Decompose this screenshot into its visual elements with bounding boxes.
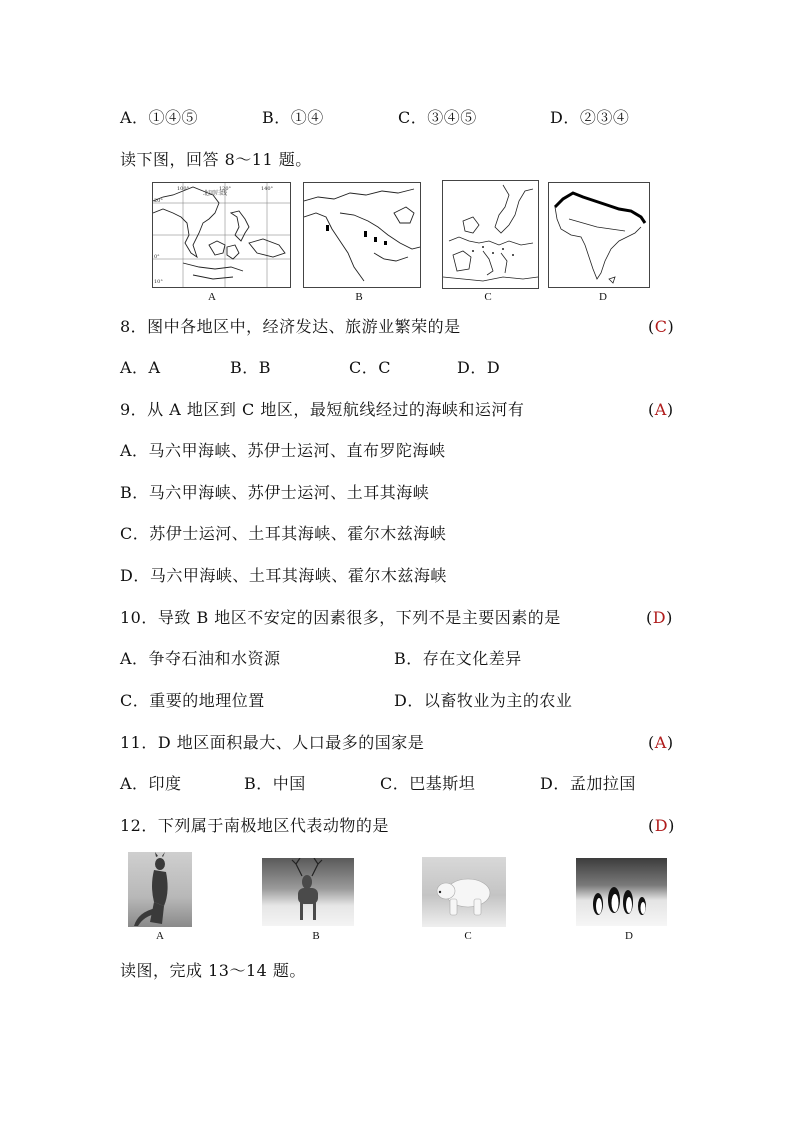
q8-option-d: D．D <box>457 358 501 377</box>
q9-option-c: C．苏伊士运河、土耳其海峡、霍尔木兹海峡 <box>120 524 447 543</box>
q12-answer: (D) <box>648 816 675 835</box>
svg-text:120°: 120° <box>219 186 232 192</box>
intro-13-14: 读图，完成 13～14 题。 <box>120 961 306 980</box>
q10-option-c: C．重要的地理位置 <box>120 691 265 710</box>
q8-answer: (C) <box>648 317 675 336</box>
polar-bear-icon <box>422 857 506 927</box>
map-b-caption: B <box>355 291 363 303</box>
map-a-graphic <box>153 183 290 287</box>
q8-option-a: A．A <box>120 358 161 377</box>
map-a-label: 北回归线 <box>203 190 228 197</box>
map-d-graphic <box>549 183 649 287</box>
q10-option-b: B．存在文化差异 <box>394 649 522 668</box>
map-a-caption: A <box>208 291 216 303</box>
q11-option-a: A．印度 <box>120 774 182 793</box>
q9-stem: 9．从 A 地区到 C 地区，最短航线经过的海峡和运河有 <box>120 400 525 419</box>
q7-option-a: A．①④⑤ <box>120 108 199 127</box>
q12-caption-c: C <box>464 930 472 942</box>
kangaroo-icon <box>128 852 192 927</box>
q10-option-a: A．争夺石油和水资源 <box>120 649 281 668</box>
svg-text:100°: 100° <box>177 186 190 192</box>
q8-stem: 8．图中各地区中，经济发达、旅游业繁荣的是 <box>120 317 461 336</box>
map-a-southeast-asia <box>152 182 291 288</box>
q11-answer: (A) <box>648 733 674 752</box>
q12-stem: 12．下列属于南极地区代表动物的是 <box>120 816 389 835</box>
q11-option-b: B．中国 <box>244 774 306 793</box>
deer-photo <box>262 858 354 926</box>
q9-answer: (A) <box>648 400 674 419</box>
penguin-icon <box>576 858 667 926</box>
q10-answer: (D) <box>646 608 673 627</box>
kangaroo-photo <box>128 852 192 927</box>
svg-text:20°: 20° <box>154 198 163 204</box>
q10-option-d: D．以畜牧业为主的农业 <box>394 691 573 710</box>
q7-option-c: C．③④⑤ <box>398 108 477 127</box>
svg-text:10°: 10° <box>154 279 163 285</box>
q12-caption-d: D <box>625 930 633 942</box>
svg-text:140°: 140° <box>261 186 274 192</box>
q10-stem: 10．导致 B 地区不安定的因素很多，下列不是主要因素的是 <box>120 608 561 627</box>
penguins-photo <box>576 858 667 926</box>
intro-8-11: 读下图，回答 8～11 题。 <box>120 150 312 169</box>
q12-caption-b: B <box>312 930 320 942</box>
q11-option-d: D．孟加拉国 <box>540 774 636 793</box>
polar-bear-photo <box>422 857 506 927</box>
q7-option-d: D．②③④ <box>550 108 630 127</box>
map-c-caption: C <box>484 291 492 303</box>
deer-icon <box>262 858 354 926</box>
map-d-caption: D <box>599 291 607 303</box>
map-c-europe <box>442 180 539 289</box>
q7-option-b: B．①④ <box>262 108 324 127</box>
svg-text:0°: 0° <box>154 254 160 260</box>
map-b-graphic <box>304 183 420 287</box>
map-b-middle-east <box>303 182 421 288</box>
q9-option-d: D．马六甲海峡、土耳其海峡、霍尔木兹海峡 <box>120 566 447 585</box>
q9-option-b: B．马六甲海峡、苏伊士运河、土耳其海峡 <box>120 483 430 502</box>
map-d-south-asia <box>548 182 650 288</box>
q11-option-c: C．巴基斯坦 <box>380 774 476 793</box>
map-c-graphic <box>443 181 538 288</box>
q8-option-c: C．C <box>349 358 391 377</box>
q8-option-b: B．B <box>230 358 272 377</box>
q9-option-a: A．马六甲海峡、苏伊士运河、直布罗陀海峡 <box>120 441 446 460</box>
q11-stem: 11．D 地区面积最大、人口最多的国家是 <box>120 733 425 752</box>
q12-caption-a: A <box>156 930 164 942</box>
